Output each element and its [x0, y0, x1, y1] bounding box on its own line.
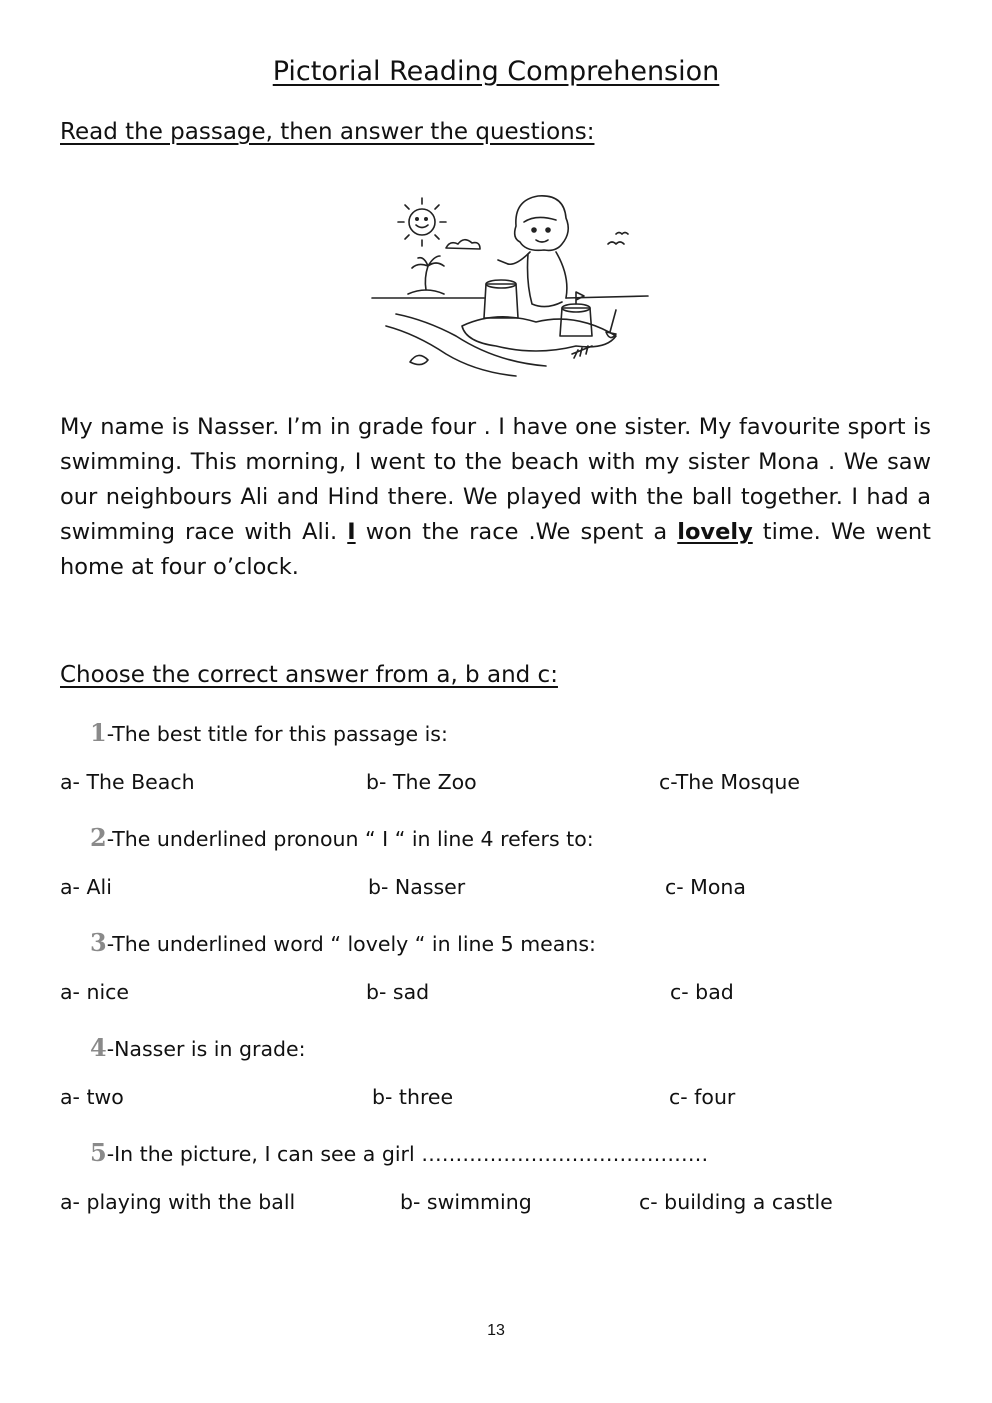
sun-icon	[398, 198, 446, 246]
underlined-word: lovely	[677, 519, 753, 545]
option-c[interactable]: c-The Mosque	[659, 770, 800, 794]
option-a[interactable]: a- The Beach	[60, 770, 195, 794]
spade-icon	[606, 310, 616, 338]
page-number: 13	[487, 1322, 505, 1339]
option-c[interactable]: c- Mona	[665, 875, 746, 899]
question-5: 5-In the picture, I can see a girl ……………………………………	[90, 1138, 709, 1167]
option-b[interactable]: b- Nasser	[368, 875, 466, 899]
underlined-pronoun: I	[347, 519, 356, 545]
question-2: 2-The underlined pronoun “ I “ in line 4 refers to:	[90, 823, 594, 852]
reading-passage: My name is Nasser. I’m in grade four . I have one sister. My favourite sport is swimming. This morning, I went to the beach with my sister Mona . We saw our neighbours Ali and Hind there. We played with the ball together. I had a swimming race with Ali. I won the race .We spent a lovely time. We went home at four o’clock.	[60, 414, 931, 580]
question-1: 1-The best title for this passage is:	[90, 718, 448, 747]
bird-icon	[608, 242, 624, 244]
shell-icon	[410, 355, 428, 364]
sand-castle-icon	[484, 280, 592, 336]
palm-island-icon	[408, 256, 444, 294]
option-b[interactable]: b- three	[372, 1085, 454, 1109]
bird-icon	[616, 233, 628, 235]
option-c[interactable]: c- four	[669, 1085, 736, 1109]
girl-figure	[498, 196, 568, 307]
option-b[interactable]: b- The Zoo	[366, 770, 477, 794]
option-a[interactable]: a- two	[60, 1085, 124, 1109]
option-b[interactable]: b- sad	[366, 980, 430, 1004]
page-title: Pictorial Reading Comprehension	[272, 56, 720, 87]
choose-instruction: Choose the correct answer from a, b and c:	[60, 662, 558, 688]
question-4: 4-Nasser is in grade:	[90, 1033, 306, 1062]
cloud-icon	[446, 240, 480, 249]
question-3: 3-The underlined word “ lovely “ in line 5 means:	[90, 928, 596, 957]
rake-icon	[572, 346, 592, 358]
option-c[interactable]: c- building a castle	[639, 1190, 833, 1214]
beach-illustration	[366, 186, 650, 380]
option-b[interactable]: b- swimming	[400, 1190, 532, 1214]
option-a[interactable]: a- nice	[60, 980, 130, 1004]
read-instruction: Read the passage, then answer the questions:	[60, 119, 595, 145]
option-a[interactable]: a- playing with the ball	[60, 1190, 296, 1214]
option-c[interactable]: c- bad	[670, 980, 734, 1004]
option-a[interactable]: a- Ali	[60, 875, 112, 899]
